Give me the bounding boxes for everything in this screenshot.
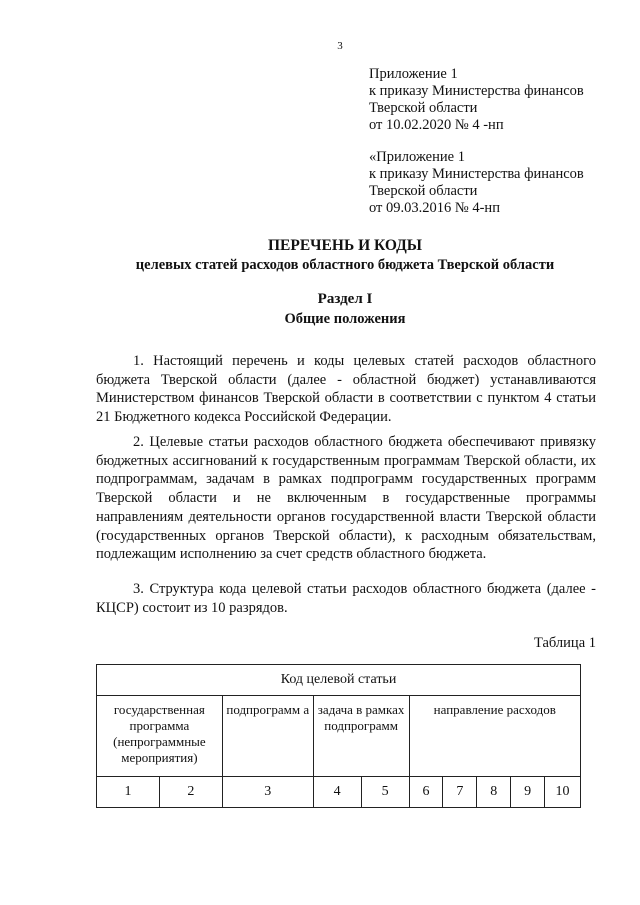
digit-cell: 4: [313, 777, 361, 808]
code-structure-table: [96, 664, 581, 808]
appendix-line: от 10.02.2020 № 4 -нп: [369, 117, 504, 133]
paragraph-2: 2. Целевые статьи расходов областного бюджета обеспечивают привязку бюджетных ассигнований к государственным программам Тверской области, их подпрограммам, задачам в рамках подпрограмм государственных программ Тверской области и не включенным в государственные программы направлениям деятельности органов государственной власти Тверской области (государственных органов Тверской области), к расходным обязательствам, подлежащим исполнению за счет средств областного бюджета.: [96, 434, 596, 563]
column-header-task: задача в рамках подпрограмм: [313, 696, 409, 777]
table-span-header: Код целевой статьи: [97, 665, 581, 696]
digit-cell: 6: [409, 777, 443, 808]
digit-cell: 10: [545, 777, 581, 808]
document-subtitle: целевых статей расходов областного бюджета Тверской области: [135, 257, 555, 273]
paragraph-1: 1. Настоящий перечень и коды целевых статей расходов областного бюджета Тверской области (далее - областной бюджет) устанавливаются Министерством финансов Тверской области в соответствии с пунктом 4 статьи 21 Бюджетного кодекса Российской Федерации.: [96, 353, 596, 426]
page-number: 3: [337, 40, 343, 52]
section-title: Общие положения: [284, 311, 406, 327]
document-title: ПЕРЕЧЕНЬ И КОДЫ: [267, 237, 423, 254]
appendix-line: Тверской области: [369, 183, 478, 199]
column-header-direction: направление расходов: [409, 696, 580, 777]
digit-cell: 2: [159, 777, 222, 808]
digit-cell: 9: [511, 777, 545, 808]
column-header-subprogram: подпрограмм а: [222, 696, 313, 777]
digit-cell: 3: [222, 777, 313, 808]
appendix-line: к приказу Министерства финансов: [369, 166, 584, 182]
digit-cell: 5: [361, 777, 409, 808]
appendix-reference-new: [369, 66, 629, 134]
digit-cell: 7: [443, 777, 477, 808]
digit-cell: 1: [97, 777, 160, 808]
appendix-line: к приказу Министерства финансов: [369, 83, 584, 99]
appendix-line: «Приложение 1: [369, 149, 465, 165]
table-label: Таблица 1: [533, 635, 596, 651]
appendix-line: Приложение 1: [369, 66, 458, 82]
section-number: Раздел I: [317, 291, 373, 307]
paragraph-3: 3. Структура кода целевой статьи расходов областного бюджета (далее - КЦСР) состоит из 10 разрядов.: [96, 581, 596, 616]
appendix-line: Тверской области: [369, 100, 478, 116]
column-header-program: государственная программа (непрограммные мероприятия): [97, 696, 223, 777]
appendix-line: от 09.03.2016 № 4-нп: [369, 200, 500, 216]
appendix-reference-old: [369, 149, 629, 217]
digit-cell: 8: [477, 777, 511, 808]
